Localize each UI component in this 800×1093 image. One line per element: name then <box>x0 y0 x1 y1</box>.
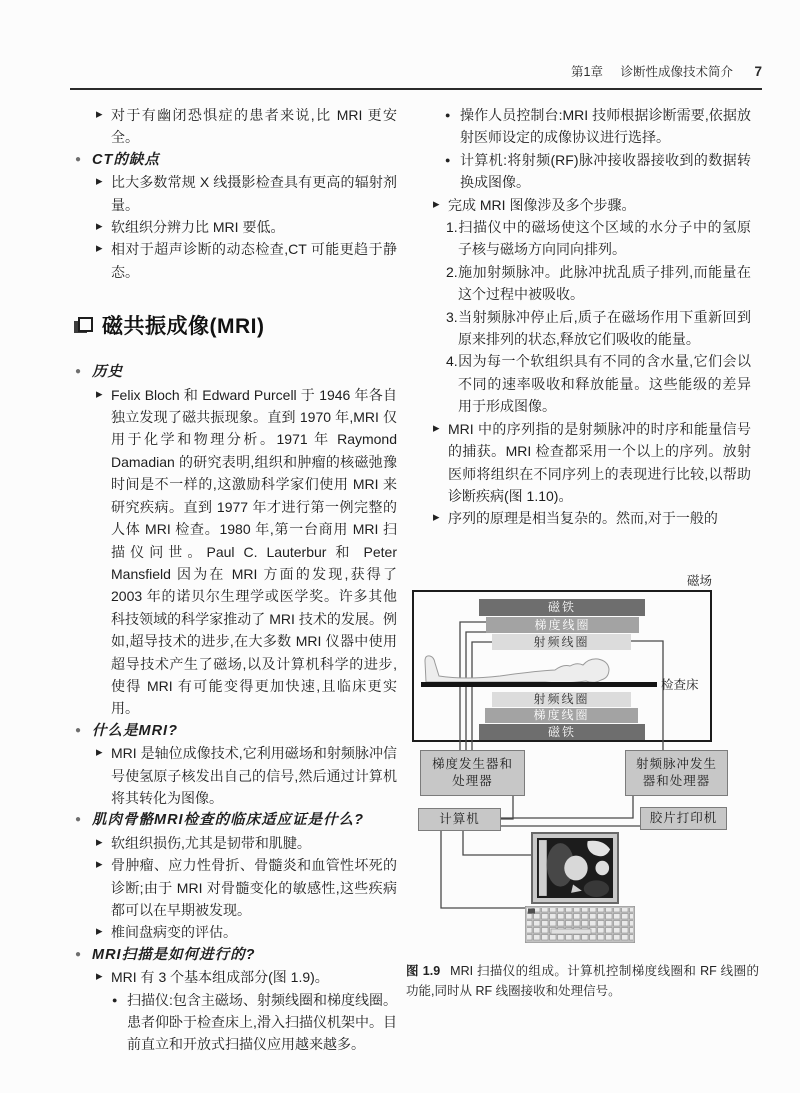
section-square-icon <box>74 317 93 334</box>
list-item-text: 计算机:将射频(RF)脉冲接收器接收到的数据转换成图像。 <box>460 151 751 191</box>
dot-bullet-icon: ● <box>112 994 118 1005</box>
list-item <box>74 149 397 171</box>
list-item <box>74 361 397 383</box>
film-printer-label: 胶片打印机 <box>649 810 718 825</box>
list-item-text: 什么是MRI? <box>92 722 178 739</box>
running-head <box>571 62 762 80</box>
list-item-text: MRI 是轴位成像技术,它利用磁场和射频脉冲信号使氢原子核发出自己的信号,然后通过计算机将其转化为图像。 <box>111 745 397 806</box>
list-item-text: 序列的原理是相当复杂的。然而,对于一般的 <box>448 510 718 527</box>
rf-generator-label-line2: 器和处理器 <box>642 774 711 788</box>
chapter-number: 第1章 <box>571 65 603 79</box>
list-item-text: 历史 <box>92 364 123 381</box>
topic-bullet-icon: ● <box>75 366 82 378</box>
list-item <box>74 720 397 742</box>
list-item-text: CT的缺点 <box>92 151 160 168</box>
gradient-generator-box <box>420 750 525 796</box>
list-item <box>74 384 397 720</box>
arrow-bullet-icon: ▸ <box>96 856 103 872</box>
list-item <box>420 149 751 194</box>
gradient-coil-bar-bottom: 梯度线圈 <box>485 708 638 723</box>
arrow-bullet-icon: ▸ <box>96 833 103 849</box>
list-item <box>74 171 397 216</box>
list-item <box>74 742 397 809</box>
topic-bullet-icon: ● <box>75 153 82 165</box>
list-item <box>74 921 397 943</box>
list-item <box>420 350 751 417</box>
monitor <box>531 832 619 904</box>
list-item-text: MRI扫描是如何进行的? <box>92 946 256 963</box>
arrow-bullet-icon: ▸ <box>96 173 103 189</box>
list-item-text: 扫描仪:包含主磁场、射频线圈和梯度线圈。患者仰卧于检查床上,滑入扫描仪机架中。目前直立和开放式扫描仪应用越来越多。 <box>127 991 397 1053</box>
list-item-text: 软组织损伤,尤其是韧带和肌腱。 <box>111 834 311 851</box>
gradient-generator-label-line1: 梯度发生器和 <box>431 756 513 771</box>
list-item <box>420 261 751 306</box>
rf-pulse-generator-box <box>625 750 728 796</box>
list-item-text: 操作人员控制台:MRI 技师根据诊断需要,依据放射医师设定的成像协议进行选择。 <box>460 107 751 146</box>
patient-figure <box>425 656 609 683</box>
list-item-text: 相对于超声诊断的动态检查,CT 可能更趋于静态。 <box>111 241 397 280</box>
rf-coil-bar-top: 射频线圈 <box>492 634 631 650</box>
list-item-text: 比大多数常规 X 线摄影检查具有更高的辐射剂量。 <box>111 174 397 213</box>
magnet-bar-top: 磁铁 <box>479 599 645 616</box>
arrow-bullet-icon: ▸ <box>433 509 440 525</box>
arrow-bullet-icon: ▸ <box>433 195 440 211</box>
list-item <box>420 216 751 261</box>
left-list-bottom <box>74 361 397 1056</box>
figure-caption-text: MRI 扫描仪的组成。计算机控制梯度线圈和 RF 线圈的功能,同时从 RF 线圈接收和处理信号。 <box>406 964 759 998</box>
arrow-bullet-icon: ▸ <box>96 923 103 939</box>
list-item-text: 对于有幽闭恐惧症的患者来说,比 MRI 更安全。 <box>111 107 397 146</box>
right-column <box>420 104 751 530</box>
mri-screen-image <box>537 838 613 898</box>
list-item-text: 骨肿瘤、应力性骨折、骨髓炎和血管性坏死的诊断;由于 MRI 对骨髓变化的敏感性,这些疾病都可以在早期被发现。 <box>111 857 397 918</box>
left-column <box>74 104 397 1056</box>
arrow-bullet-icon: ▸ <box>96 240 103 256</box>
magnetic-field-label: 磁场 <box>687 574 713 588</box>
gradient-generator-label-line2: 处理器 <box>452 774 493 788</box>
arrow-bullet-icon: ▸ <box>96 106 103 121</box>
list-item-text: 4.因为每一个软组织具有不同的含水量,它们会以不同的速率吸收和释放能量。这些能级的差异用于形成图像。 <box>446 353 751 415</box>
exam-couch <box>421 682 657 687</box>
topic-bullet-icon: ● <box>75 948 82 960</box>
computer-box <box>418 808 501 831</box>
list-item-text: 软组织分辨力比 MRI 要低。 <box>111 219 285 236</box>
gradient-coil-bar-top: 梯度线圈 <box>486 617 639 633</box>
list-item-text: 1.扫描仪中的磁场使这个区域的水分子中的氢原子核与磁场方向同向排列。 <box>446 219 751 258</box>
arrow-bullet-icon: ▸ <box>96 385 103 401</box>
list-item-text: 完成 MRI 图像涉及多个步骤。 <box>448 196 636 213</box>
page-number: 7 <box>754 64 762 79</box>
list-item-text: Felix Bloch 和 Edward Purcell 于 1946 年各自独立发现了磁共振现象。直到 1970 年,MRI 仅用于化学和物理分析。1971 年 Raymond Damadian 的研究表明,组织和肿瘤的核磁弛豫时间是不一样的,这激励科学家们使用 MRI 来研究疾病。直到 1977 年才进行第一例完整的人体 MRI 检查。1980 年,第一台商用 MRI 扫描仪问世。Paul C. Lauterbur 和 Peter Mansfield 因为在 MRI 方面的发现,获得了 2003 年的诺贝尔生理学或医学奖。许多其他科技领域的科学家推动了 MRI 技术的发展。例如,超导技术的进步,在大多数 MRI 仪器中使用超导技术产生了磁场,以及计算机科学的进步,使得 MRI 有可能变得更加快速,且临床更实用。 <box>111 386 397 717</box>
arrow-bullet-icon: ▸ <box>96 744 103 760</box>
magnet-bar-bottom: 磁铁 <box>479 724 645 740</box>
list-item <box>74 854 397 921</box>
film-printer-box <box>640 807 727 830</box>
topic-bullet-icon: ● <box>75 814 82 826</box>
list-item <box>74 966 397 988</box>
list-item <box>74 809 397 831</box>
list-item <box>420 418 751 508</box>
list-item <box>420 104 751 149</box>
computer-label: 计算机 <box>439 811 480 826</box>
figure-1-9-diagram <box>405 570 760 955</box>
list-item <box>74 104 397 149</box>
list-item-text: MRI 中的序列指的是射频脉冲的时序和能量信号的捕获。MRI 检查都采用一个以上的序列。放射医师将组织在不同序列上的表现进行比较,以帮助诊断疾病(图 1.10)。 <box>448 420 751 504</box>
list-item-text: 椎间盘病变的评估。 <box>111 924 237 941</box>
list-item-text: 2.施加射频脉冲。此脉冲扰乱质子排列,而能量在这个过程中被吸收。 <box>446 263 751 303</box>
list-item <box>420 194 751 216</box>
figure-caption <box>406 962 759 1001</box>
list-item <box>420 507 751 529</box>
dot-bullet-icon: ● <box>445 110 451 120</box>
keyboard <box>525 906 635 943</box>
topic-bullet-icon: ● <box>75 724 82 736</box>
chapter-title: 诊断性成像技术简介 <box>620 65 733 79</box>
list-item <box>74 216 397 238</box>
dot-bullet-icon: ● <box>445 154 451 165</box>
list-item-text: 肌肉骨骼MRI检查的临床适应证是什么? <box>92 812 364 829</box>
rf-generator-label-line1: 射频脉冲发生 <box>635 756 717 771</box>
arrow-bullet-icon: ▸ <box>96 968 103 984</box>
arrow-bullet-icon: ▸ <box>96 218 103 234</box>
arrow-bullet-icon: ▸ <box>433 419 440 435</box>
list-item <box>74 989 397 1056</box>
couch-label: 检查床 <box>661 678 699 692</box>
right-list <box>420 104 751 530</box>
figure-caption-label: 图 1.9 <box>406 964 441 978</box>
list-item <box>420 306 751 351</box>
list-item-text: MRI 有 3 个基本组成部分(图 1.9)。 <box>111 969 329 986</box>
header-rule <box>70 88 762 90</box>
list-item-text: 3.当射频脉冲停止后,质子在磁场作用下重新回到原来排列的状态,释放它们吸收的能量。 <box>446 308 751 348</box>
section-title: 磁共振成像(MRI) <box>102 315 265 339</box>
left-list-top <box>74 104 397 283</box>
list-item <box>74 238 397 283</box>
rf-coil-bar-bottom: 射频线圈 <box>492 692 631 707</box>
section-heading <box>74 310 397 340</box>
list-item <box>74 832 397 854</box>
list-item <box>74 944 397 966</box>
